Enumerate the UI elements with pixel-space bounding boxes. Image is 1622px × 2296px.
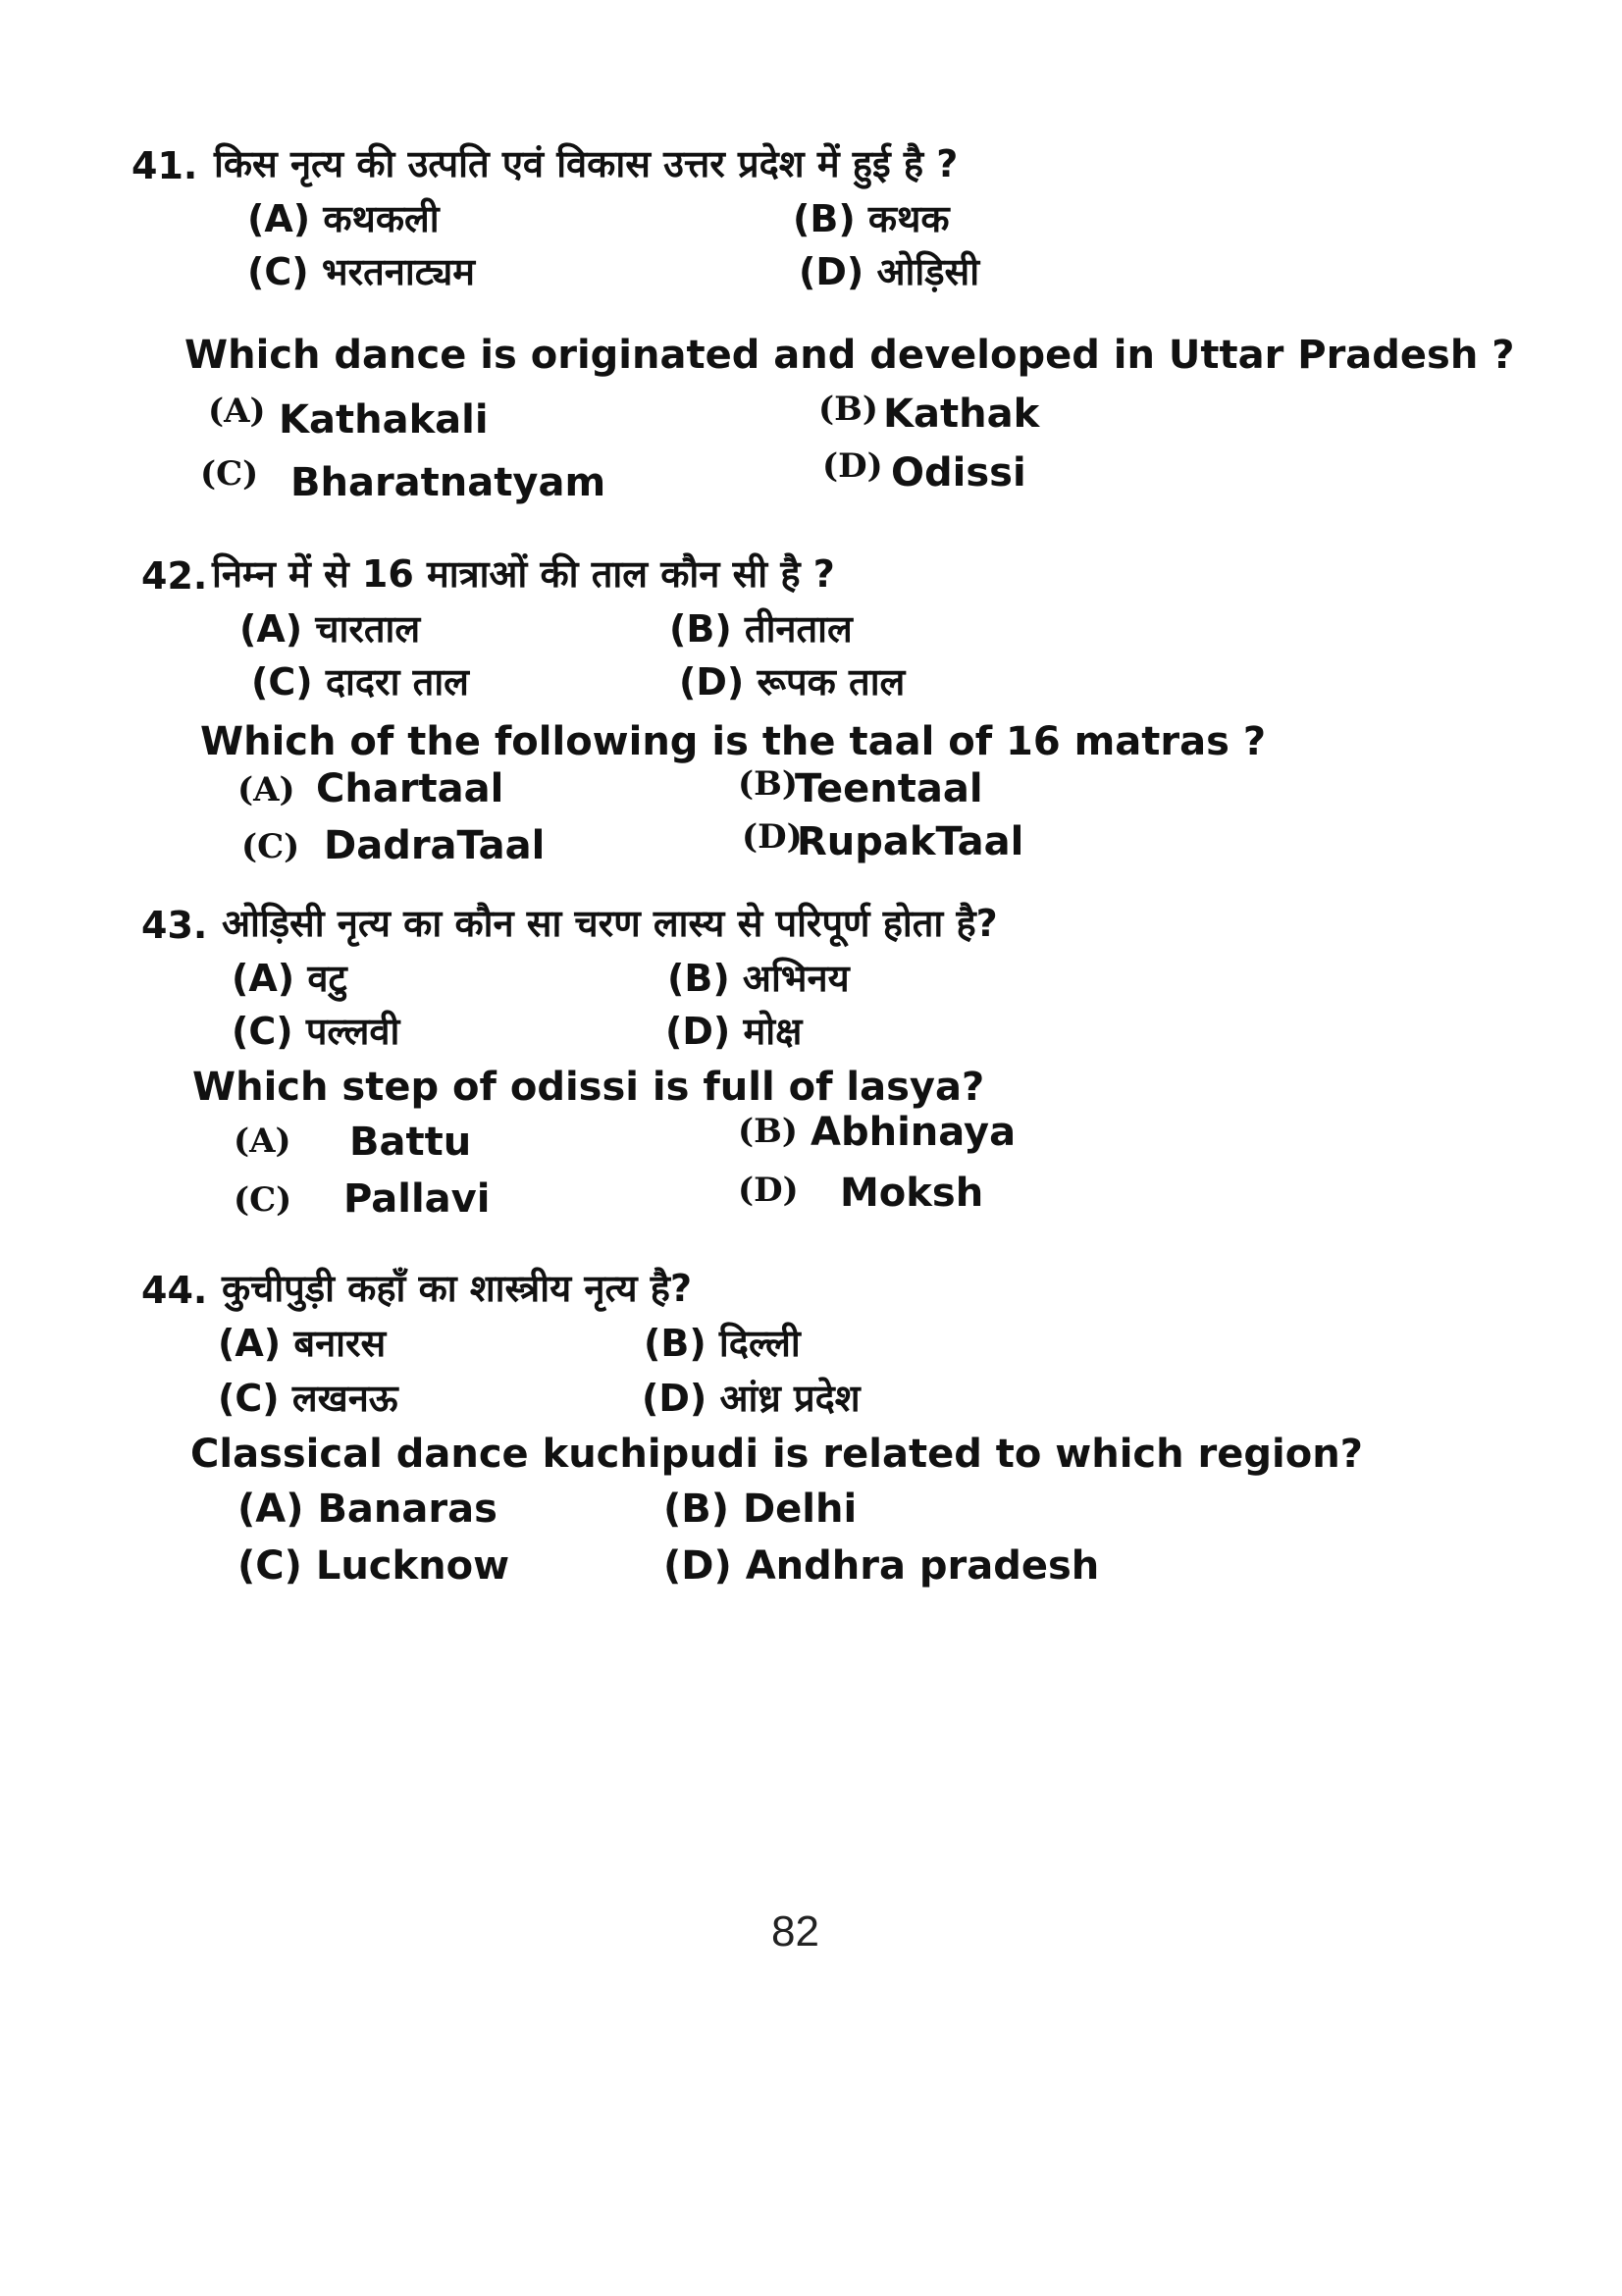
option-b-english: Abhinaya [811,1110,1017,1155]
option-b-hindi: (B) कथक [793,197,950,240]
question-text-english: Which step of odissi is full of lasya? [192,1065,985,1110]
question-text-hindi: कुचीपुड़ी कहाँ का शास्त्रीय नृत्य है? [222,1267,692,1310]
question-text-english: Which of the following is the taal of 16 matras ? [200,719,1267,764]
option-a-label: (A) [234,1122,291,1161]
option-b-label: (B) [738,1112,798,1151]
option-a-hindi: (A) वटु [232,957,347,1000]
question-number: 41. [131,144,198,187]
option-a-label: (A) [237,770,295,809]
option-c-english: Pallavi [343,1176,491,1222]
option-c-label: (C) [241,827,300,866]
option-b-english: (B) Delhi [663,1487,858,1532]
option-b-hindi: (B) दिल्ली [644,1322,801,1365]
question-text-hindi: निम्न में से 16 मात्राओं की ताल कौन सी है ? [212,552,835,596]
option-b-english: Kathak [883,391,1040,437]
option-a-english: Kathakali [279,397,489,443]
option-d-label: (D) [822,446,883,486]
option-d-english: Moksh [840,1171,984,1216]
question-number: 42. [141,554,208,598]
option-a-label: (A) [208,391,266,431]
option-d-hindi: (D) रूपक ताल [679,660,906,704]
option-b-label: (B) [818,390,878,429]
option-b-hindi: (B) तीनताल [669,607,853,651]
option-c-hindi: (C) भरतनाट्यम [247,250,475,293]
page-number: 82 [771,1907,819,1956]
option-a-hindi: (A) चारताल [239,607,421,651]
question-text-english: Classical dance kuchipudi is related to which region? [190,1432,1363,1477]
option-c-hindi: (C) दादरा ताल [251,660,469,704]
option-c-english: Bharatnatyam [290,460,606,505]
option-b-label: (B) [738,764,798,804]
question-text-hindi: किस नृत्य की उत्पति एवं विकास उत्तर प्रदेश में हुई है ? [214,142,959,185]
option-a-hindi: (A) बनारस [218,1322,387,1365]
option-a-english: (A) Banaras [237,1487,497,1532]
option-a-english: Battu [349,1120,472,1165]
option-b-english: Teentaal [795,766,983,811]
option-d-label: (D) [742,817,803,857]
option-b-hindi: (B) अभिनय [667,957,850,1000]
option-c-english: (C) Lucknow [237,1543,510,1589]
option-c-label: (C) [234,1180,292,1220]
question-text-english: Which dance is originated and developed in Uttar Pradesh ? [184,333,1515,378]
option-d-english: RupakTaal [797,819,1024,864]
question-number: 44. [141,1269,208,1312]
option-d-english: Odissi [891,450,1026,496]
option-d-hindi: (D) आंध्र प्रदेश [642,1377,861,1420]
question-text-hindi: ओड़िसी नृत्य का कौन सा चरण लास्य से परिपूर्ण होता है? [222,902,998,945]
option-d-english: (D) Andhra pradesh [663,1543,1100,1589]
option-d-hindi: (D) मोक्ष [665,1010,803,1053]
option-d-hindi: (D) ओड़िसी [799,250,980,293]
question-number: 43. [141,904,208,947]
option-a-english: Chartaal [316,766,504,811]
option-a-hindi: (A) कथकली [247,197,440,240]
option-c-label: (C) [200,454,259,494]
option-d-label: (D) [738,1171,799,1210]
option-c-english: DadraTaal [324,823,546,868]
option-c-hindi: (C) लखनऊ [218,1377,398,1420]
option-c-hindi: (C) पल्लवी [232,1010,400,1053]
